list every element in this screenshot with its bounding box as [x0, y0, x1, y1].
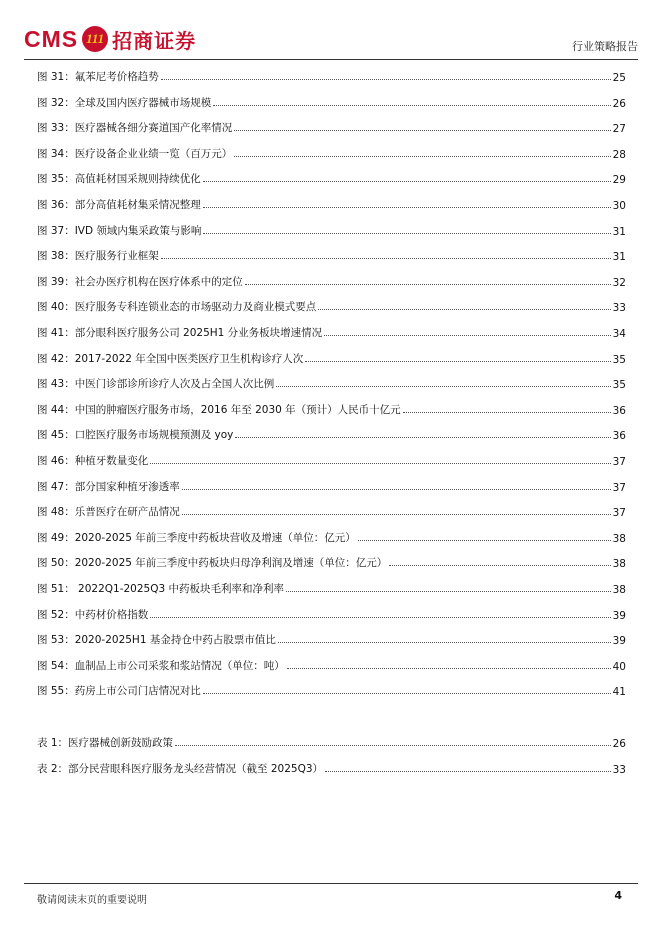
- figure-entry[interactable]: [37, 604, 626, 622]
- dot-leader: [203, 232, 610, 234]
- figure-entry[interactable]: [37, 655, 626, 673]
- toc-entry-label: 图 45：口腔医疗服务市场规模预测及 yoy: [37, 429, 234, 442]
- dot-leader: [358, 539, 611, 541]
- toc-entry-label: 图 31：氟苯尼考价格趋势: [37, 71, 159, 83]
- figure-entry[interactable]: [37, 168, 626, 186]
- toc-entry-label: 图 39：社会办医疗机构在医疗体系中的定位: [37, 275, 243, 288]
- toc-entry-label: 图 35：高值耗材国采规则持续优化: [37, 173, 201, 186]
- toc-entry-page: 33: [612, 763, 626, 776]
- toc-entry-label: 图 47：部分国家种植牙渗透率: [37, 480, 180, 493]
- toc-entry-page: 39: [612, 609, 626, 622]
- toc-entry-page: 26: [612, 97, 626, 110]
- figure-entry[interactable]: [37, 245, 626, 263]
- page-number: 4: [614, 889, 622, 902]
- dot-leader: [235, 436, 610, 438]
- logo-badge-icon: 111: [82, 26, 108, 52]
- toc-entry-page: 31: [612, 225, 626, 238]
- figure-entry[interactable]: [37, 373, 626, 391]
- dot-leader: [182, 488, 611, 490]
- toc-entry-label: 图 44：中国的肿瘤医疗服务市场，2016 年至 2030 年（预计）人民币十亿元: [37, 403, 401, 416]
- toc-entry-label: 图 32：全球及国内医疗器械市场规模: [37, 96, 212, 109]
- dot-leader: [287, 667, 611, 669]
- dot-leader: [161, 257, 611, 259]
- toc-entry-label: 图 48：乐普医疗在研产品情况: [37, 506, 180, 519]
- dot-leader: [234, 155, 610, 157]
- dot-leader: [234, 129, 610, 131]
- toc-entry-page: 38: [612, 558, 626, 571]
- toc-entry-label: 图 49：2020-2025 年前三季度中药板块营收及增速（单位：亿元）: [37, 531, 356, 544]
- cms-logo: [24, 22, 196, 56]
- toc-entry-page: 32: [612, 276, 626, 289]
- dot-leader: [278, 641, 611, 643]
- dot-leader: [213, 104, 610, 106]
- toc-entry-page: 38: [612, 584, 626, 596]
- toc-entry-page: 37: [612, 456, 626, 468]
- toc-entry-page: 31: [612, 251, 626, 264]
- toc-entry-label: 图 41：部分眼科医疗服务公司 2025H1 分业务板块增速情况: [37, 327, 323, 339]
- toc-entry-page: 37: [612, 481, 626, 494]
- toc-entry-page: 39: [612, 635, 626, 648]
- toc-entry-label: 图 33：医疗器械各细分赛道国产化率情况: [37, 122, 233, 135]
- toc-entry-label: 图 43：中医门诊部诊所诊疗人次及占全国人次比例: [37, 378, 275, 391]
- toc-entry-label: 图 50：2020-2025 年前三季度中药板块归母净利润及增速（单位：亿元）: [37, 557, 388, 570]
- footer-disclaimer: 敬请阅读末页的重要说明: [37, 895, 147, 906]
- figure-entry[interactable]: [37, 399, 626, 417]
- figure-entry[interactable]: [37, 578, 626, 596]
- toc-entry-page: 28: [612, 148, 626, 161]
- figure-entry[interactable]: [37, 296, 626, 314]
- dot-leader: [325, 770, 611, 772]
- toc-entry-page: 33: [612, 302, 626, 315]
- toc-entry-page: 40: [612, 660, 626, 673]
- figure-entry[interactable]: [37, 271, 626, 289]
- toc-entry-page: 35: [612, 353, 626, 366]
- table-entry[interactable]: [37, 732, 626, 750]
- toc-entry-page: 26: [612, 738, 626, 750]
- dot-leader: [245, 283, 611, 285]
- footer-divider: [24, 883, 638, 884]
- toc-entry-page: 37: [612, 507, 626, 520]
- toc-entry-label: 图 42：2017-2022 年全国中医类医疗卫生机构诊疗人次: [37, 352, 304, 365]
- header-divider: [24, 59, 638, 60]
- table-entry[interactable]: [37, 758, 626, 776]
- dot-leader: [305, 360, 610, 362]
- dot-leader: [286, 590, 611, 592]
- figure-entry[interactable]: [37, 450, 626, 468]
- figure-entry[interactable]: [37, 501, 626, 519]
- toc-entry-page: 27: [612, 123, 626, 136]
- toc-entry-label: 图 36：部分高值耗材集采情况整理: [37, 199, 201, 211]
- figure-entry[interactable]: [37, 143, 626, 161]
- toc-entry-label: 图 53：2020-2025H1 基金持仓中药占股票市值比: [37, 634, 276, 647]
- figure-entry[interactable]: [37, 66, 626, 84]
- toc-entry-page: 35: [612, 379, 626, 392]
- page-header: [24, 18, 638, 58]
- toc-entry-label: 图 38：医疗服务行业框架: [37, 250, 159, 263]
- toc-entry-label: 图 40：医疗服务专科连锁业态的市场驱动力及商业模式要点: [37, 301, 317, 314]
- figure-entry[interactable]: [37, 92, 626, 110]
- dot-leader: [389, 564, 610, 566]
- toc-entry-label: 图 55：药房上市公司门店情况对比: [37, 685, 201, 698]
- toc-entry-page: 36: [612, 430, 626, 443]
- dot-leader: [276, 385, 610, 387]
- dot-leader: [175, 744, 611, 746]
- toc-entry-label: 图 51： 2022Q1-2025Q3 中药板块毛利率和净利率: [37, 583, 284, 595]
- dot-leader: [403, 411, 611, 413]
- toc-entry-label: 图 54：血制品上市公司采浆和浆站情况（单位：吨）: [37, 659, 285, 672]
- dot-leader: [150, 462, 610, 464]
- logo-latin-text: CMS: [24, 25, 79, 52]
- toc-entry-page: 34: [612, 328, 626, 340]
- figure-entry[interactable]: [37, 424, 626, 442]
- toc-entry-page: 41: [612, 686, 626, 699]
- toc-entry-page: 38: [612, 532, 626, 545]
- toc-entry-page: 29: [612, 174, 626, 187]
- document-type: 行业策略报告: [572, 40, 638, 53]
- figure-entry[interactable]: [37, 117, 626, 135]
- figure-entry[interactable]: [37, 476, 626, 494]
- toc-entry-page: 36: [612, 404, 626, 417]
- figure-entry[interactable]: [37, 629, 626, 647]
- dot-leader: [324, 334, 610, 336]
- figure-entry[interactable]: [37, 220, 626, 238]
- dot-leader: [182, 513, 611, 515]
- figure-entry[interactable]: [37, 322, 626, 340]
- toc-entry-page: 30: [612, 200, 626, 212]
- dot-leader: [161, 78, 611, 80]
- figure-entry[interactable]: [37, 194, 626, 212]
- figure-entry[interactable]: [37, 527, 626, 545]
- dot-leader: [318, 308, 610, 310]
- toc-entry-label: 图 52：中药材价格指数: [37, 608, 149, 621]
- figure-entry[interactable]: [37, 348, 626, 366]
- toc-entry-label: 表 2：部分民营眼科医疗服务龙头经营情况（截至 2025Q3）: [37, 762, 324, 775]
- dot-leader: [203, 206, 611, 208]
- toc-entry-label: 图 46：种植牙数量变化: [37, 455, 149, 467]
- dot-leader: [203, 180, 611, 182]
- logo-chinese-text: 招商证券: [112, 28, 197, 53]
- toc-entry-page: 25: [612, 72, 626, 84]
- toc-entry-label: 图 37：IVD 领域内集采政策与影响: [37, 224, 202, 237]
- dot-leader: [203, 692, 611, 694]
- toc-entry-label: 表 1：医疗器械创新鼓励政策: [37, 737, 174, 749]
- dot-leader: [150, 616, 610, 618]
- figure-entry[interactable]: [37, 680, 626, 698]
- toc-entry-label: 图 34：医疗设备企业业绩一览（百万元）: [37, 147, 233, 160]
- figure-entry[interactable]: [37, 552, 626, 570]
